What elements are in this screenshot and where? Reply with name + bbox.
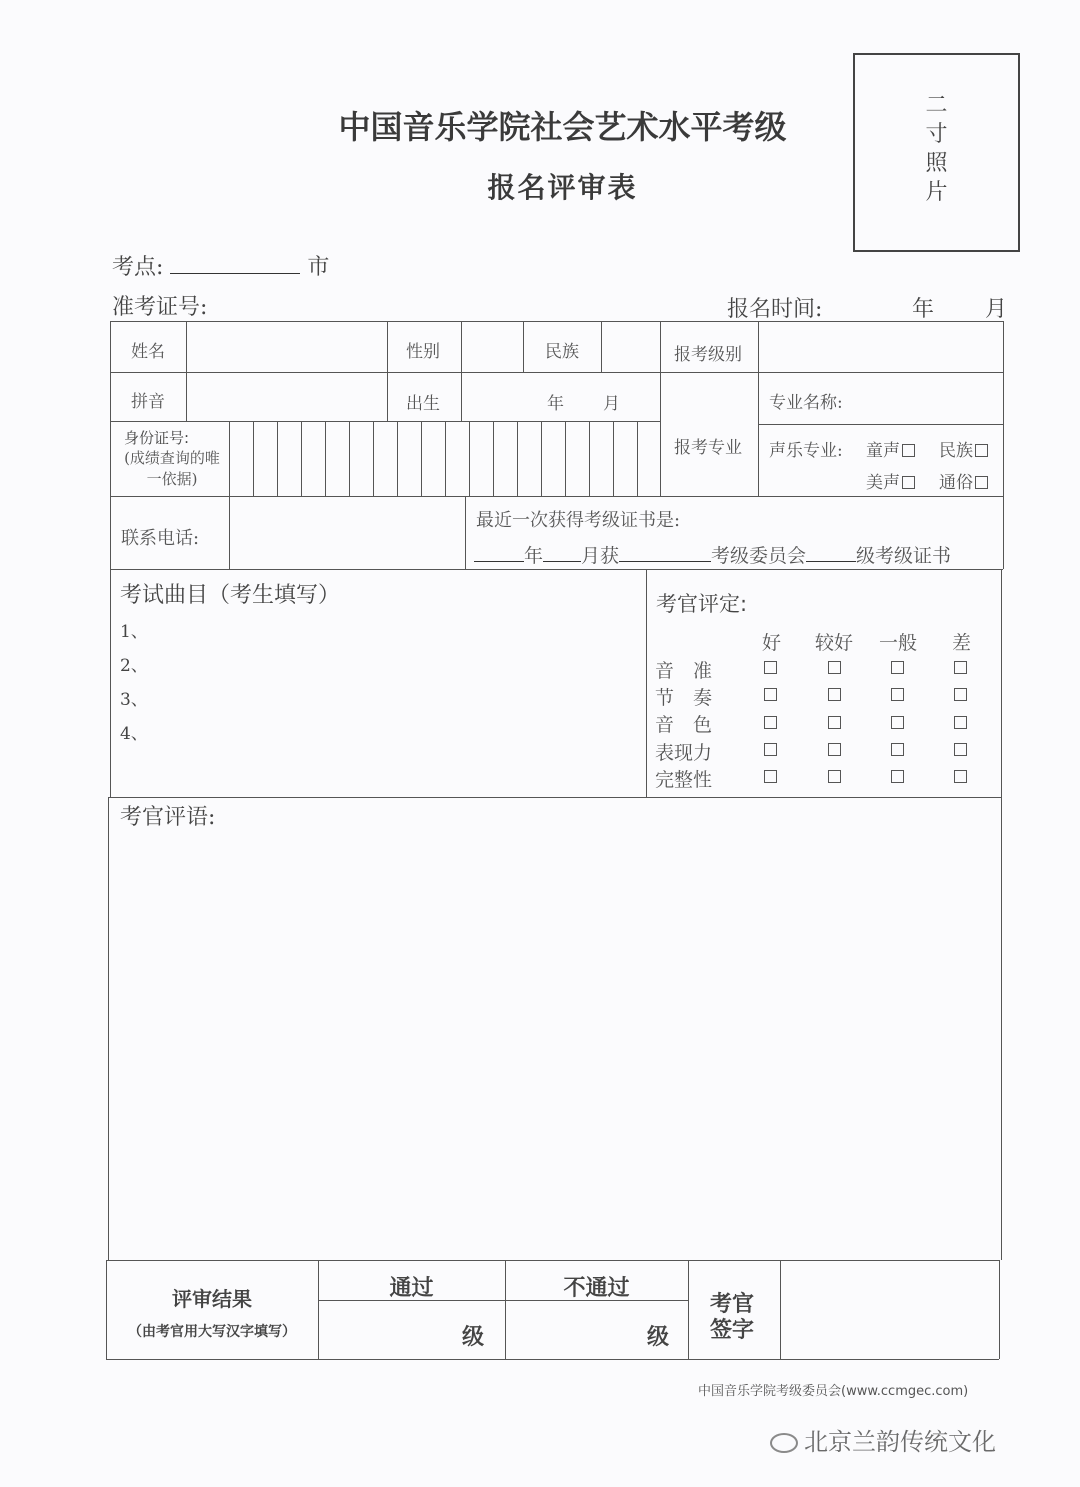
watermark bbox=[770, 1422, 996, 1457]
rating-checkbox[interactable] bbox=[828, 743, 841, 756]
watermark-text: 北京兰韵传统文化 bbox=[804, 1428, 996, 1456]
rating-checkbox[interactable] bbox=[764, 716, 777, 729]
birth-year-label: 年 bbox=[547, 394, 564, 414]
fail-level-label: 级 bbox=[647, 1325, 670, 1350]
vocal-option-pop[interactable]: 通俗 bbox=[939, 468, 988, 493]
fail-label: 不通过 bbox=[563, 1276, 630, 1301]
rating-row-completeness: 完整性 bbox=[655, 769, 713, 791]
pass-label: 通过 bbox=[389, 1276, 434, 1301]
rating-checkbox[interactable] bbox=[954, 770, 967, 783]
vocal-option-folk[interactable]: 民族 bbox=[939, 436, 988, 461]
rating-checkbox[interactable] bbox=[828, 770, 841, 783]
rating-checkbox[interactable] bbox=[954, 661, 967, 674]
rating-row-rhythm: 节 奏 bbox=[655, 687, 713, 709]
rating-row-expression: 表现力 bbox=[655, 742, 713, 764]
vocal-option-bel-canto[interactable]: 美声 bbox=[866, 468, 915, 493]
rating-checkbox[interactable] bbox=[891, 661, 904, 674]
ticket-label: 准考证号: bbox=[112, 295, 208, 320]
rating-col-fairly-good: 较好 bbox=[815, 632, 854, 654]
major-name-label: 专业名称: bbox=[769, 393, 843, 413]
signup-time-label: 报名时间: bbox=[727, 297, 823, 322]
rating-checkbox[interactable] bbox=[764, 688, 777, 701]
rating-checkbox[interactable] bbox=[954, 688, 967, 701]
result-note: （由考官用大写汉字填写） bbox=[128, 1324, 296, 1340]
examiner-sign-label-2: 签字 bbox=[710, 1318, 755, 1343]
rating-col-average: 一般 bbox=[879, 632, 918, 654]
piece-item-1: 1、 bbox=[120, 622, 148, 642]
photo-label: 二寸照片 bbox=[925, 93, 948, 205]
name-label: 姓名 bbox=[131, 342, 165, 362]
rating-checkbox[interactable] bbox=[954, 743, 967, 756]
comments-label: 考官评语: bbox=[120, 805, 216, 830]
piece-item-4: 4、 bbox=[120, 724, 148, 744]
pinyin-label: 拼音 bbox=[131, 392, 165, 412]
phone-label: 联系电话: bbox=[121, 528, 200, 549]
vocal-label: 声乐专业: bbox=[769, 441, 843, 461]
pieces-label: 考试曲目（考生填写） bbox=[120, 583, 341, 608]
id-note: (成绩查询的唯一依据) bbox=[124, 449, 220, 488]
rating-checkbox[interactable] bbox=[891, 743, 904, 756]
rating-row-pitch: 音 准 bbox=[655, 660, 713, 682]
pass-level-label: 级 bbox=[462, 1325, 485, 1350]
rating-checkbox[interactable] bbox=[954, 716, 967, 729]
rating-row-tone: 音 色 bbox=[655, 714, 713, 736]
city-suffix: 市 bbox=[307, 255, 330, 280]
exam-site-label: 考点: bbox=[112, 255, 164, 280]
birth-label: 出生 bbox=[406, 394, 440, 414]
signup-year-label: 年 bbox=[912, 297, 935, 322]
form-subtitle: 报名评审表 bbox=[487, 171, 638, 204]
rating-checkbox[interactable] bbox=[828, 688, 841, 701]
id-label: 身份证号: bbox=[124, 429, 190, 447]
piece-item-3: 3、 bbox=[120, 690, 148, 710]
rating-checkbox[interactable] bbox=[764, 743, 777, 756]
birth-month-label: 月 bbox=[603, 394, 620, 414]
signup-month-label: 月 bbox=[985, 297, 1008, 322]
wechat-icon bbox=[770, 1433, 798, 1453]
piece-item-2: 2、 bbox=[120, 656, 148, 676]
exam-site-field bbox=[112, 250, 329, 281]
photo-box bbox=[853, 53, 1020, 252]
rating-checkbox[interactable] bbox=[764, 770, 777, 783]
major-label: 报考专业 bbox=[674, 438, 742, 458]
result-label: 评审结果 bbox=[172, 1287, 252, 1311]
last-cert-label: 最近一次获得考级证书是: bbox=[476, 510, 681, 531]
vocal-option-children[interactable]: 童声 bbox=[866, 436, 915, 461]
ethnicity-label: 民族 bbox=[545, 342, 579, 362]
rating-checkbox[interactable] bbox=[891, 716, 904, 729]
rating-col-poor: 差 bbox=[952, 632, 972, 654]
footer-org: 中国音乐学院考级委员会(www.ccmgec.com) bbox=[698, 1384, 969, 1399]
level-label: 报考级别 bbox=[674, 345, 742, 365]
last-cert-line: 年 月获 考级委员会 级考级证书 bbox=[474, 541, 951, 568]
gender-label: 性别 bbox=[406, 342, 440, 362]
examiner-sign-label-1: 考官 bbox=[710, 1292, 755, 1317]
rating-checkbox[interactable] bbox=[828, 661, 841, 674]
rating-checkbox[interactable] bbox=[891, 688, 904, 701]
rating-checkbox[interactable] bbox=[828, 716, 841, 729]
rating-label: 考官评定: bbox=[656, 592, 748, 616]
rating-checkbox[interactable] bbox=[764, 661, 777, 674]
exam-site-blank[interactable] bbox=[170, 251, 300, 274]
rating-col-good: 好 bbox=[762, 632, 782, 654]
form-title: 中国音乐学院社会艺术水平考级 bbox=[338, 108, 787, 146]
rating-checkbox[interactable] bbox=[891, 770, 904, 783]
